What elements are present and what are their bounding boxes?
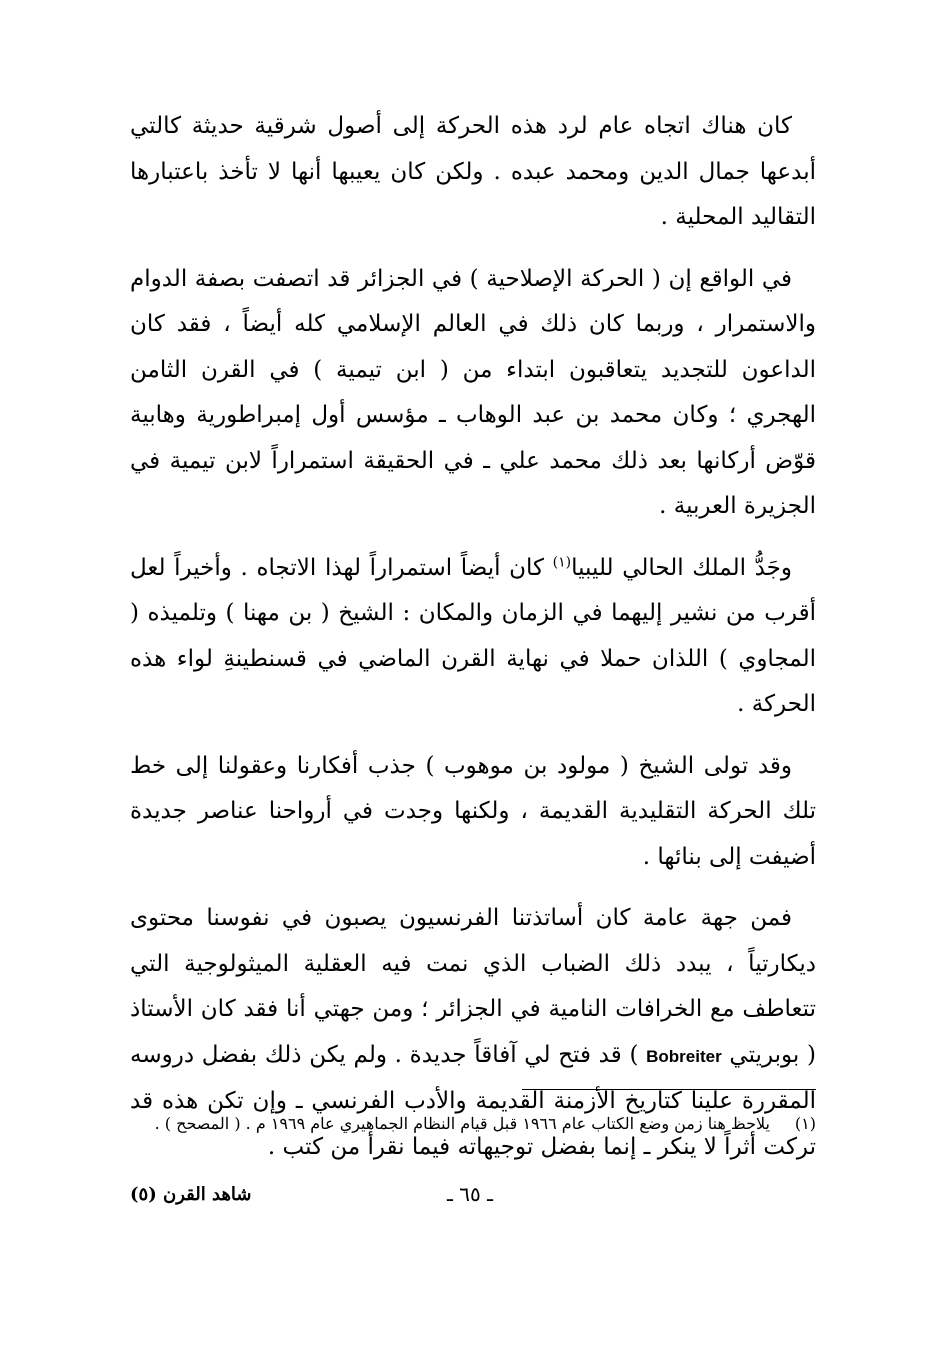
- footnote-text: يلاحظ هنا زمن وضع الكتاب عام ١٩٦٦ قبل قيام النظام الجماهيري عام ١٩٦٩ م . ( المصحح ) .: [154, 1114, 770, 1133]
- paragraph-3-part-a: وجَدُّ الملك الحالي لليبيا: [571, 554, 792, 581]
- paragraph-3-part-b: كان أيضاً استمراراً لهذا الاتجاه . وأخيراً لعل أقرب من نشير إليهما في الزمان والمكان : الشيخ ( بن مهنا ) وتلميذه ( المجاوي ) اللذان حملا في نهاية القرن الماضي في قسنطينةِ لواء هذه الحركة .: [130, 554, 816, 717]
- footnote-separator: [522, 1089, 816, 1090]
- footnote-number: (١): [794, 1114, 816, 1133]
- paragraph-gap: [130, 241, 816, 257]
- page-footer: [130, 1178, 816, 1218]
- paragraph-5-part-a: فمن جهة عامة كان أساتذتنا الفرنسيون يصبون في نفوسنا محتوى ديكارتياً ، يبدد ذلك الضباب الذي نمت فيه العقلية الميثولوجية التي تتعاطف مع الخرافات النامية في الجزائر ؛ ومن جهتي أنا فقد كان الأستاذ ( بوبريتي: [130, 905, 816, 1068]
- footnote: [130, 1108, 816, 1140]
- footnote-marker: (١): [552, 553, 572, 570]
- footnote-row: [130, 1108, 816, 1140]
- latin-name: Bobreiter: [646, 1046, 722, 1066]
- page-number: ـ ٦٥ ـ: [447, 1182, 493, 1206]
- paragraph-gap: [130, 530, 816, 546]
- paragraph-5-part-b: ) قد فتح لي آفاقاً جديدة . ولم يكن ذلك بفضل دروسه المقررة علينا كتاريخ الأزمنة القديمة والأدب الفرنسي ـ وإن تكن هذه قد تركت أثراً لا ينكر ـ إنما بفضل توجيهاته فيما نقرأ من كتب .: [130, 1041, 816, 1160]
- paragraph-2: في الواقع إن ( الحركة الإصلاحية ) في الجزائر قد اتصفت بصفة الدوام والاستمرار ، وربما كان ذلك في العالم الإسلامي كله أيضاً ، فقد كان الداعون للتجديد يتعاقبون ابتداء من ( ابن تيمية ) في القرن الثامن الهجري ؛ وكان محمد بن عبد الوهاب ـ مؤسس أول إمبراطورية وهابية قوّض أركانها بعد ذلك محمد علي ـ في الحقيقة استمراراً لابن تيمية في الجزيرة العربية .: [130, 265, 816, 519]
- paragraph-1: كان هناك اتجاه عام لرد هذه الحركة إلى أصول شرقية حديثة كالتي أبدعها جمال الدين ومحمد عبده . ولكن كان يعيبها أنها لا تأخذ باعتبارها التقاليد المحلية .: [130, 113, 816, 230]
- book-title: شاهد القرن (٥): [130, 1184, 252, 1205]
- paragraph-4: وقد تولى الشيخ ( مولود بن موهوب ) جذب أفكارنا وعقولنا إلى خط تلك الحركة التقليدية القديمة ، ولكنها وجدت في أرواحنا عناصر جديدة أضيفت إلى بنائها .: [130, 752, 816, 870]
- paragraph-gap: [130, 728, 816, 744]
- paragraph-3: [130, 546, 816, 728]
- body-text: [130, 104, 816, 1170]
- paragraph-gap: [130, 880, 816, 896]
